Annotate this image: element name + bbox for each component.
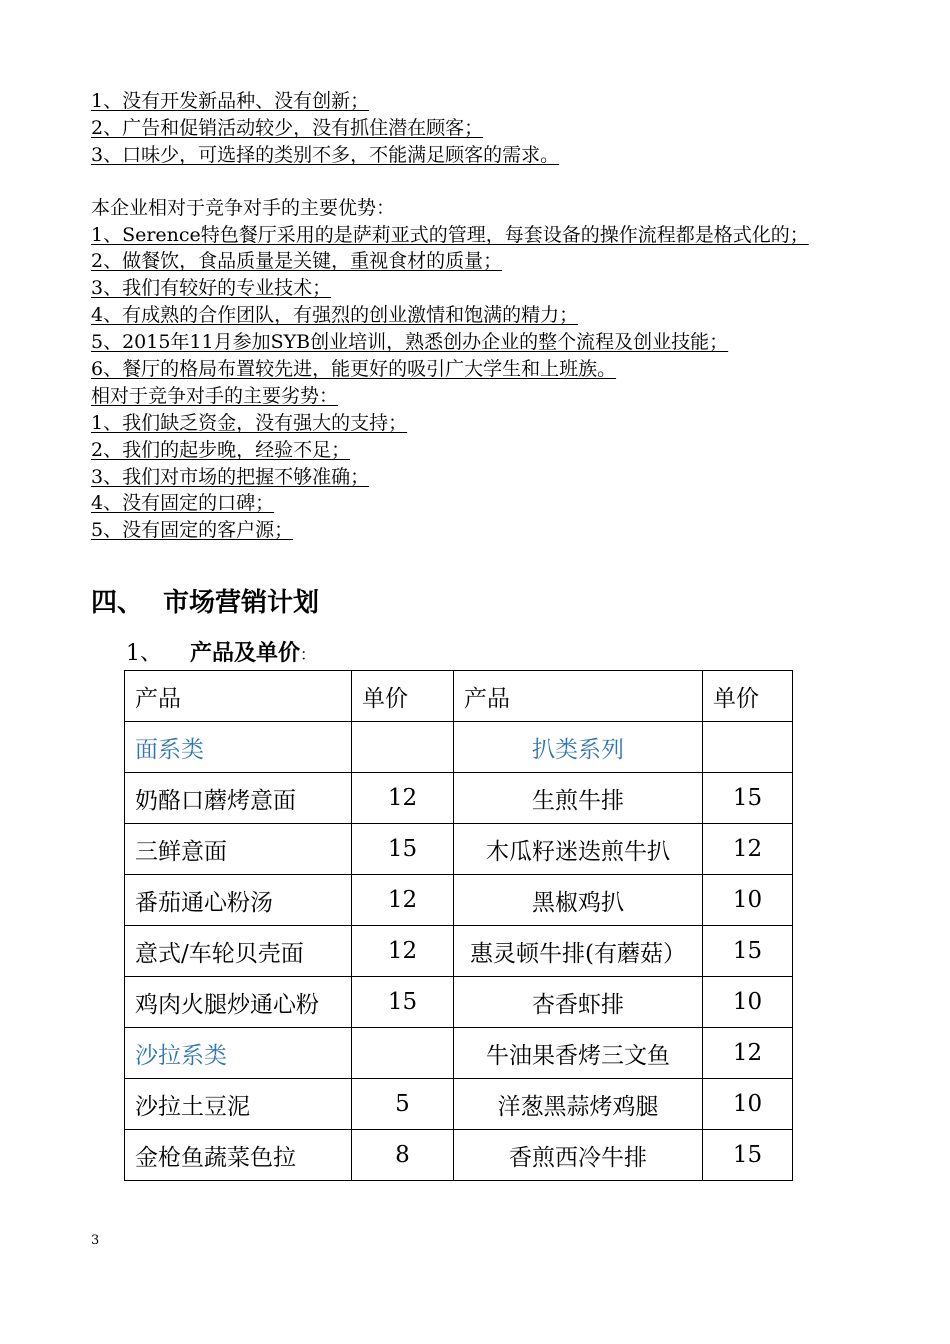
- price-cell: 12: [352, 773, 454, 824]
- table-header-row: [125, 671, 793, 722]
- advantage-item: 3、我们有较好的专业技术；: [91, 277, 332, 300]
- disadvantages-title: 相对于竞争对手的主要劣势：: [91, 384, 339, 407]
- price-cell: 12: [352, 875, 454, 926]
- disadvantage-item: 4、没有固定的口碑；: [91, 492, 275, 515]
- table-row: [125, 1079, 793, 1130]
- disadvantage-item: 1、我们缺乏资金，没有强大的支持；: [91, 411, 408, 434]
- price-cell: 15: [703, 773, 793, 824]
- advantage-item: 2、做餐饮，食品质量是关键，重视食材的质量；: [91, 250, 503, 273]
- product-cell: 奶酪口蘑烤意面: [125, 773, 352, 824]
- product-cell: 生煎牛排: [454, 773, 703, 824]
- price-cell: 5: [352, 1079, 454, 1130]
- table-row: [125, 773, 793, 824]
- category-cell: 扒类系列: [454, 722, 703, 773]
- price-cell: 10: [703, 977, 793, 1028]
- product-cell: 杏香虾排: [454, 977, 703, 1028]
- table-row: [125, 875, 793, 926]
- advantage-item: 5、2015年11月参加SYB创业培训，熟悉创办企业的整个流程及创业技能；: [91, 331, 729, 354]
- subsection-title: 产品及单价: [190, 641, 301, 666]
- header-cell: 产品: [125, 671, 352, 722]
- product-cell: 黑椒鸡扒: [454, 875, 703, 926]
- weakness-line: 1、没有开发新品种、没有创新；: [91, 90, 370, 112]
- price-cell: 15: [703, 1130, 793, 1181]
- price-cell: 12: [703, 1028, 793, 1079]
- subsection-colon: ：: [300, 645, 317, 664]
- product-cell: 鸡肉火腿炒通心粉: [125, 977, 352, 1028]
- disadvantage-item: 3、我们对市场的把握不够准确；: [91, 465, 370, 488]
- weakness-line: 2、广告和促销活动较少，没有抓住潜在顾客；: [91, 116, 484, 139]
- section-number: 四、: [91, 588, 144, 618]
- price-cell: 8: [352, 1130, 454, 1181]
- subsection-number: 1、: [126, 641, 162, 666]
- price-cell: [352, 722, 454, 773]
- header-cell: 单价: [352, 671, 454, 722]
- weakness-line: 3、口味少，可选择的类别不多，不能满足顾客的需求。: [91, 143, 560, 166]
- product-cell: 木瓜籽迷迭煎牛扒: [454, 824, 703, 875]
- advantages-title: 本企业相对于竞争对手的主要优势：: [91, 196, 396, 219]
- header-cell: 产品: [454, 671, 703, 722]
- price-cell: [352, 1028, 454, 1079]
- subsection-heading: [126, 636, 316, 667]
- product-cell: 三鲜意面: [125, 824, 352, 875]
- table-row: [125, 722, 793, 773]
- product-cell: 番茄通心粉汤: [125, 875, 352, 926]
- advantage-item: 6、餐厅的格局布置较先进，能更好的吸引广大学生和上班族。: [91, 358, 617, 381]
- product-cell: 惠灵顿牛排(有蘑菇）: [454, 926, 703, 977]
- page-number: 3: [91, 1233, 100, 1248]
- product-cell: 牛油果香烤三文鱼: [454, 1028, 703, 1079]
- advantage-item: 4、有成熟的合作团队，有强烈的创业激情和饱满的精力；: [91, 304, 579, 327]
- price-cell: 15: [352, 977, 454, 1028]
- table-row: [125, 1028, 793, 1079]
- category-cell: 沙拉系类: [125, 1028, 352, 1079]
- category-cell: 面系类: [125, 722, 352, 773]
- price-cell: 15: [703, 926, 793, 977]
- section-heading: [91, 582, 319, 619]
- table-row: [125, 824, 793, 875]
- price-cell: 15: [352, 824, 454, 875]
- spacer: [91, 169, 871, 195]
- header-cell: 单价: [703, 671, 793, 722]
- table-row: [125, 926, 793, 977]
- price-cell: [703, 722, 793, 773]
- table-row: [125, 1130, 793, 1181]
- price-cell: 12: [352, 926, 454, 977]
- advantage-item: 1、Serence特色餐厅采用的是萨莉亚式的管理，每套设备的操作流程都是格式化的；: [91, 223, 809, 246]
- product-cell: 意式/车轮贝壳面: [125, 926, 352, 977]
- product-cell: 香煎西冷牛排: [454, 1130, 703, 1181]
- product-cell: 金枪鱼蔬菜色拉: [125, 1130, 352, 1181]
- section-title: 市场营销计划: [163, 588, 320, 618]
- product-price-table: [124, 670, 793, 1181]
- body-text: [91, 88, 871, 544]
- product-cell: 沙拉土豆泥: [125, 1079, 352, 1130]
- disadvantage-item: 5、没有固定的客户源；: [91, 519, 294, 542]
- product-cell: 洋葱黑蒜烤鸡腿: [454, 1079, 703, 1130]
- table-row: [125, 977, 793, 1028]
- disadvantage-item: 2、我们的起步晚，经验不足；: [91, 438, 351, 461]
- price-cell: 10: [703, 875, 793, 926]
- price-cell: 12: [703, 824, 793, 875]
- price-cell: 10: [703, 1079, 793, 1130]
